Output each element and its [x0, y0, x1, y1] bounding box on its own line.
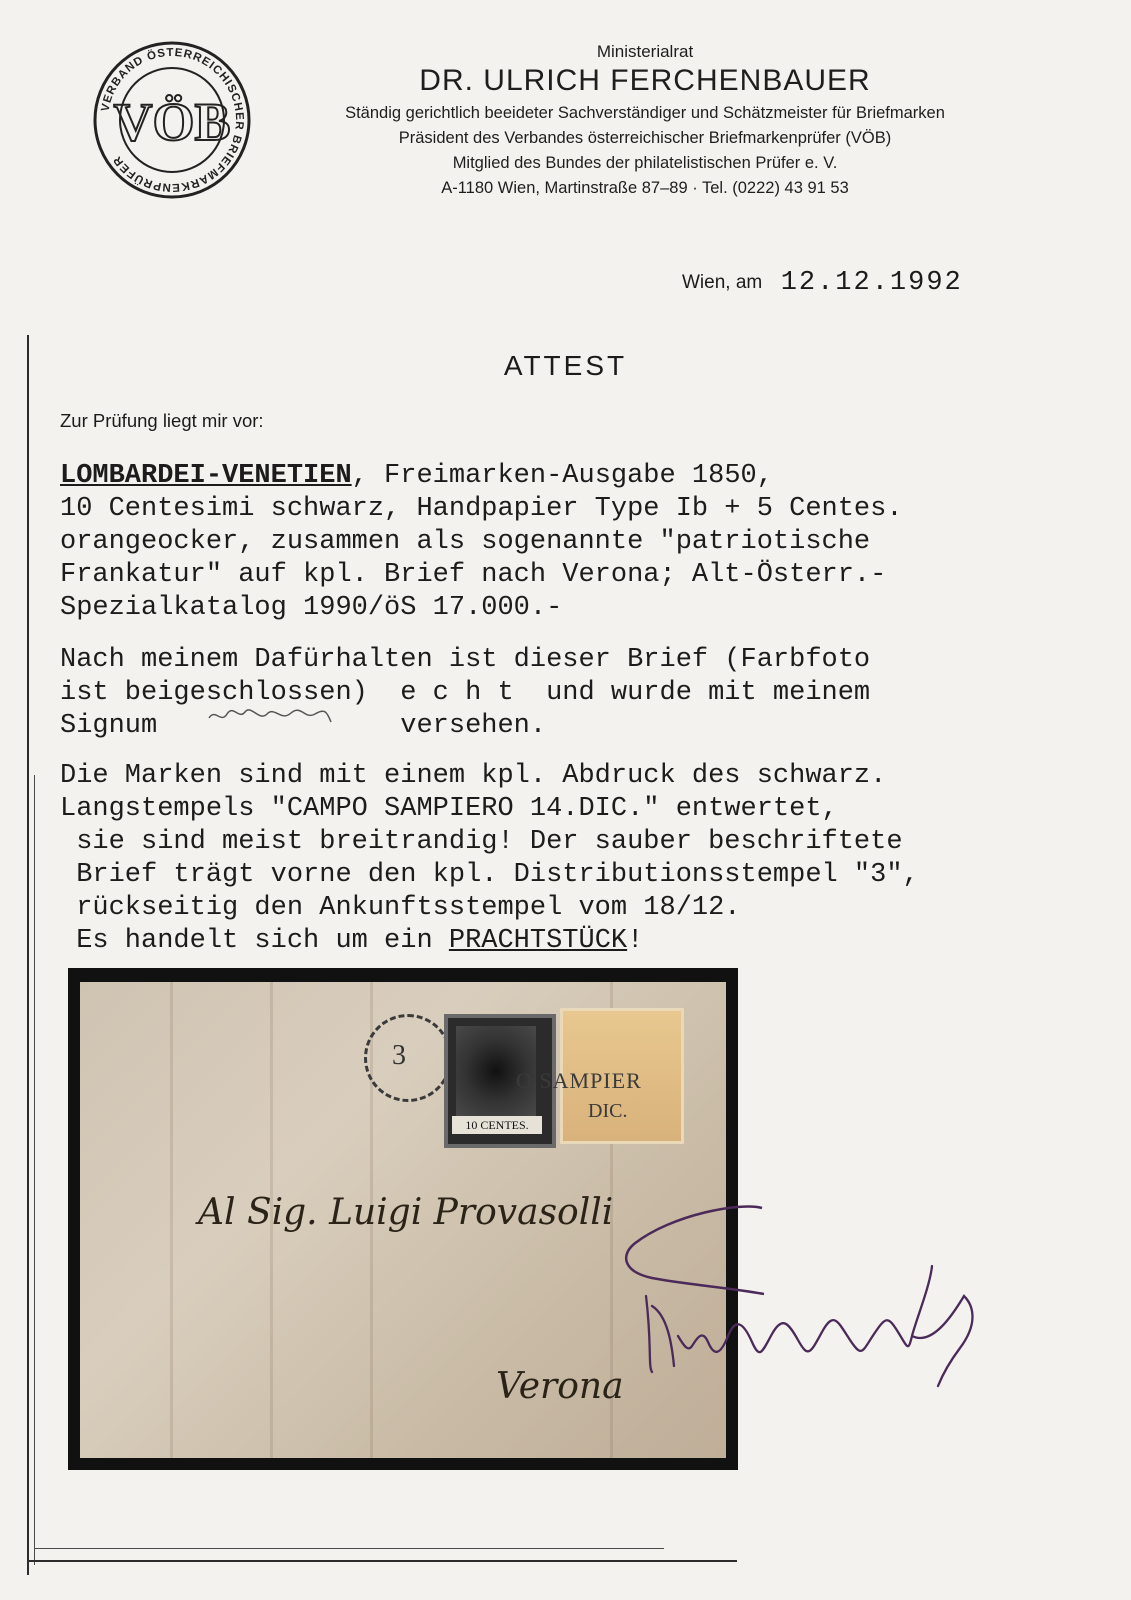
letterhead-line-3: Mitglied des Bundes der philatelistischen Prüfer e. V. [452, 154, 838, 172]
attest-grade-highlight: PRACHTSTÜCK [448, 926, 628, 956]
postmark-number: 3 [392, 1040, 406, 1071]
voeb-seal-logo [92, 40, 252, 200]
svg-text:VÖB: VÖB [113, 92, 231, 152]
letterhead-line-2: Präsident des Verbandes österreichischer Briefmarkenprüfer (VÖB) [398, 129, 892, 147]
expert-signature [612, 1196, 992, 1396]
address-addressee: Al Sig. Luigi Provasolli [198, 1192, 614, 1233]
left-frame-rule-inner [34, 775, 35, 1565]
attest-intro: Zur Prüfung liegt mir vor: [60, 410, 264, 431]
svg-text:VERBAND ÖSTERREICHISCHER BRIEF: VERBAND ÖSTERREICHISCHER BRIEFMARKENPRÜFER [99, 46, 246, 194]
date-value: 12.12.1992 [780, 268, 963, 298]
letterhead [260, 42, 1030, 204]
attest-grade-end: ! [627, 926, 644, 956]
attest-region-heading: LOMBARDEI-VENETIEN [60, 461, 352, 491]
attest-paragraph-description [60, 460, 1120, 625]
attest-paragraph-verdict: Nach meinem Dafürhalten ist dieser Brief (Farbfoto ist beigeschlossen) e c h t und wurde mit meinem Signum versehen. [60, 645, 871, 741]
stamp-10-centesimi-label: 10 CENTES. [452, 1116, 542, 1134]
bottom-frame-rule [27, 1560, 737, 1562]
bottom-frame-rule-inner [34, 1548, 664, 1549]
letterhead-line-1: Ständig gerichtlich beeideter Sachverständiger und Schätzmeister für Briefmarken [345, 104, 945, 122]
signum-signature [205, 700, 335, 730]
attest-heading: ATTEST [503, 350, 628, 381]
cancel-line-1: O SAMPIER [516, 1068, 642, 1093]
cancel-line-2: DIC. [588, 1100, 628, 1122]
attest-paragraph-details [60, 760, 1120, 958]
date-line [682, 268, 963, 298]
distribution-postmark [364, 1014, 452, 1102]
letterhead-address: A-1180 Wien, Martinstraße 87–89 · Tel. (0222) 43 91 53 [441, 179, 849, 197]
attest-details-text: Die Marken sind mit einem kpl. Abdruck des schwarz. Langstempels "CAMPO SAMPIERO 14.DIC." entwertet, sie sind meist breitrandig! Der sauber beschriftete Brief trägt vorne den kpl. Distributionsstempel "3", rückseitig den Ankunftsstempel vom 18/12. Es handelt sich um ein [60, 761, 919, 956]
date-prefix: Wien, am [682, 272, 763, 293]
fold-line [170, 982, 173, 1458]
attest-description-text: , Freimarken-Ausgabe 1850, 10 Centesimi schwarz, Handpapier Type Ib + 5 Centes. orangeocker, zusammen als sogenannte "patriotische Frankatur" auf kpl. Brief nach Verona; Alt-Österr.- Spezialkatalog 1990/öS 17.000.- [60, 461, 903, 623]
address-city: Verona [496, 1366, 624, 1407]
letterhead-name: DR. ULRICH FERCHENBAUER [419, 64, 871, 97]
letterhead-title: Ministerialrat [596, 42, 694, 61]
left-frame-rule [27, 335, 29, 1575]
